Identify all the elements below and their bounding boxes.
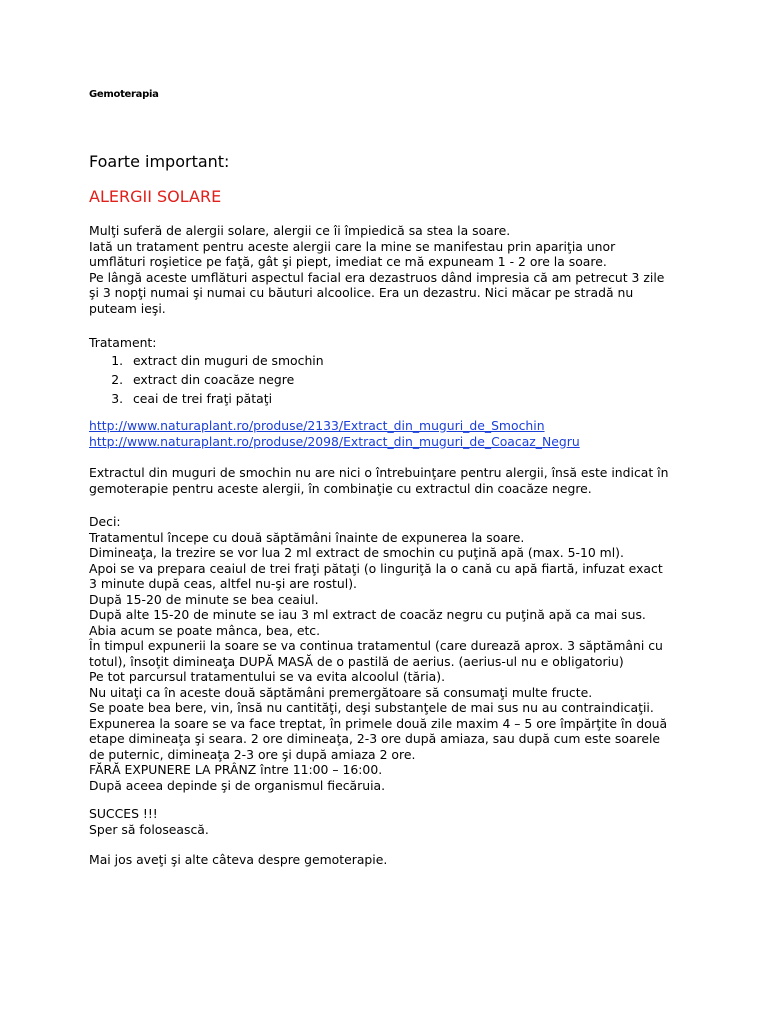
text-line: FĂRĂ EXPUNERE LA PRÂNZ între 11:00 – 16:00. (89, 762, 383, 777)
text-line: Se poate bea bere, vin, însă nu cantităţi, deşi substanţele de mai sus nu au contraindicaţii. (89, 700, 654, 715)
text-line: Sper să folosească. (89, 821, 209, 837)
list-item: 3. ceai de trei fraţi pătaţi (127, 389, 719, 408)
text-line: Pe lângă aceste umflături aspectul facial era dezastruos dând impresia că am petrecut 3 zile (89, 269, 665, 285)
text-line: După alte 15-20 de minute se iau 3 ml extract de coacăz negru cu puţină apă ca mai sus. (89, 607, 646, 622)
text-line: După 15-20 de minute se bea ceaiul. (89, 591, 319, 607)
treatment-list (89, 351, 719, 408)
text-line: puteam ieşi. (89, 300, 166, 316)
text-line: 3 minute după ceas, altfel nu-şi are rostul). (89, 576, 357, 591)
text-line: Nu uitaţi ca în aceste două săptămâni premergătoare să consumaţi multe fructe. (89, 684, 593, 700)
text-line: Apoi se va prepara ceaiul de trei fraţi pătaţi (o linguriţă la o cană cu apă fiartă, infuzat exact (89, 560, 663, 576)
text-line: Deci: (89, 514, 121, 529)
text-line: Mulţi suferă de alergii solare, alergii ce îi împiedică sa stea la soare. (89, 223, 511, 238)
text-line: Iată un tratament pentru aceste alergii care la mine se manifestau prin apariţia unor (89, 238, 616, 254)
text-line: umflături roşietice pe faţă, gât şi piept, imediat ce mă expuneam 1 - 2 ore la soare. (89, 254, 607, 269)
text-line: Pe tot parcursul tratamentului se va evita alcoolul (tăria). (89, 669, 446, 684)
final-paragraph (89, 852, 719, 868)
intro-paragraph (89, 223, 719, 316)
text-line: de puternic, dimineaţa 2-3 ore şi după amiaza 2 ore. (89, 746, 416, 762)
text-line: După aceea depinde şi de organismul fiecăruia. (89, 777, 386, 793)
list-item: 2. extract din coacăze negre (127, 370, 719, 389)
text-line: Tratamentul începe cu două săptămâni înainte de expunerea la soare. (89, 529, 525, 545)
links-section (89, 418, 719, 449)
text-line: Extractul din muguri de smochin nu are nici o întrebuinţare pentru alergii, însă este indicat în (89, 465, 669, 480)
document-header: Gemoterapia (89, 89, 159, 100)
link-smochin[interactable]: http://www.naturaplant.ro/produse/2133/Extract_din_muguri_de_Smochin (89, 418, 545, 433)
link-coacaz-negru[interactable]: http://www.naturaplant.ro/produse/2098/Extract_din_muguri_de_Coacaz_Negru (89, 433, 580, 449)
text-line: şi 3 nopţi numai şi numai cu băuturi alcoolice. Era un dezastru. Nici măcar pe stradă nu (89, 285, 634, 300)
text-line: Expunerea la soare se va face treptat, în primele două zile maxim 4 – 5 ore împărţite în două (89, 715, 668, 731)
list-item: 1. extract din muguri de smochin (127, 351, 719, 370)
treatment-label: Tratament: (89, 335, 157, 350)
text-line: În timpul expunerii la soare se va continua tratamentul (care durează aprox. 3 săptămâni cu (89, 638, 663, 653)
instructions-paragraph (89, 514, 719, 793)
closing-paragraph (89, 806, 719, 837)
text-line: Mai jos aveţi şi alte câteva despre gemoterapie. (89, 852, 388, 867)
text-line: SUCCES !!! (89, 806, 158, 821)
text-line: etape dimineaţa şi seara. 2 ore dimineaţa, 2-3 ore după amiaza, sau după cum este soarele (89, 731, 661, 746)
text-line: Dimineaţa, la trezire se vor lua 2 ml extract de smochin cu puţină apă (max. 5-10 ml). (89, 545, 624, 560)
text-line: gemoterapie pentru aceste alergii, în combinaţie cu extractul din coacăze negre. (89, 480, 592, 496)
extract-paragraph (89, 465, 719, 496)
text-line: totul), însoţit dimineaţa DUPĂ MASĂ de o pastilă de aerius. (aerius-ul nu e obligatoriu) (89, 653, 624, 669)
important-heading: Foarte important: (89, 152, 230, 171)
treatment-section (89, 335, 719, 408)
section-title: ALERGII SOLARE (89, 187, 222, 206)
text-line: Abia acum se poate mânca, bea, etc. (89, 622, 321, 638)
